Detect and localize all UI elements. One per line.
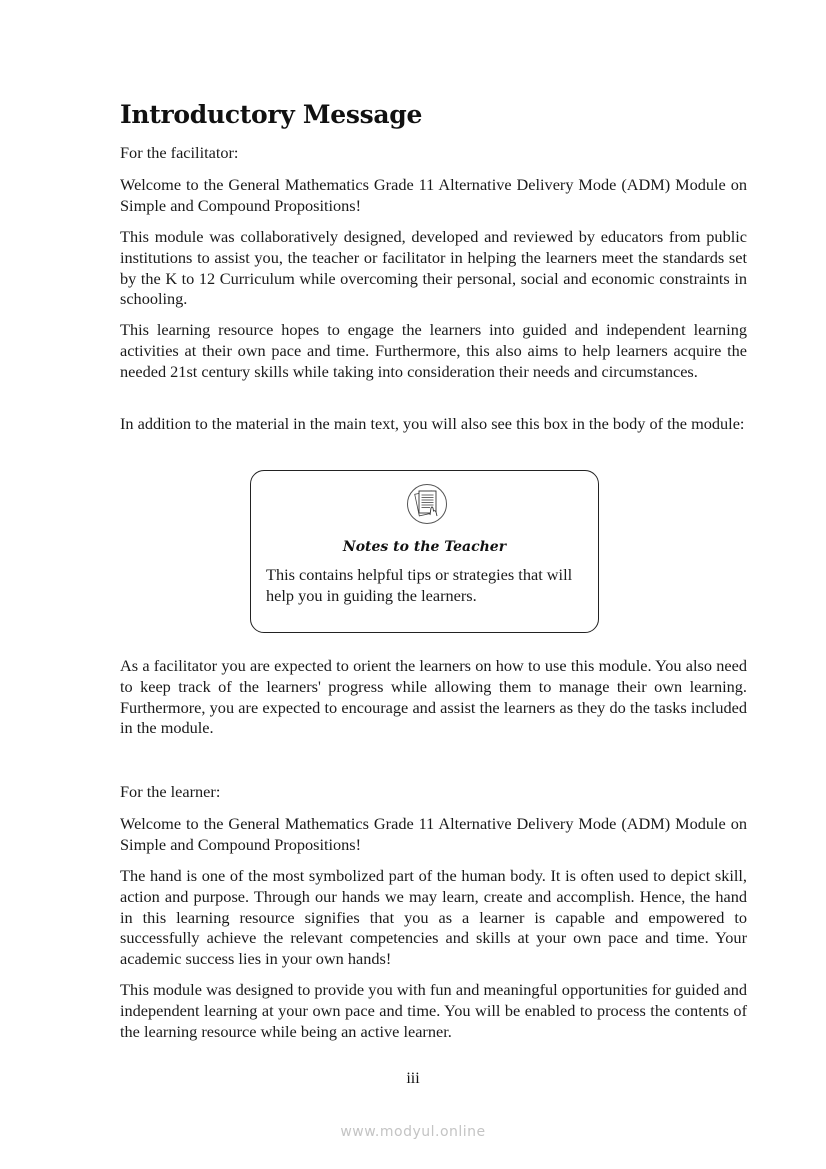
notes-box-text: This contains helpful tips or strategies that will help you in guiding the learners.: [266, 565, 573, 605]
watermark-link: www.modyul.online: [340, 1124, 486, 1140]
facilitator-paragraph-closing: As a facilitator you are expected to orient the learners on how to use this module. You also need to keep track of the learners' progress while allowing them to manage their own learning. Furthermore, you are expected to encourage and assist the learners as they do the tasks included in the module.: [120, 656, 747, 738]
page-title: Introductory Message: [120, 100, 423, 129]
facilitator-paragraph-collaboration: This module was collaboratively designed, developed and reviewed by educators from public institutions to assist you, the teacher or facilitator in helping the learners meet the standards set by the K to 12 Curriculum while overcoming their personal, social and economic constraints in schooling.: [120, 227, 747, 309]
facilitator-heading: For the facilitator:: [120, 143, 239, 162]
learner-paragraph-hand: The hand is one of the most symbolized part of the human body. It is often used to depict skill, action and purpose. Through our hands we may learn, create and accomplish. Hence, the hand in this learning resource signifies that you as a learner is capable and empowered to successfully achieve the relevant competencies and skills at your own pace and time. Your academic success lies in your own hands!: [120, 866, 747, 969]
learner-paragraph-design: This module was designed to provide you with fun and meaningful opportunities for guided and independent learning at your own pace and time. You will be enabled to process the contents of the learning resource while being an active learner.: [120, 980, 747, 1041]
facilitator-paragraph-welcome: Welcome to the General Mathematics Grade 11 Alternative Delivery Mode (ADM) Module on Simple and Compound Propositions!: [120, 175, 747, 215]
page-number: iii: [406, 1070, 420, 1087]
learner-paragraph-welcome: Welcome to the General Mathematics Grade 11 Alternative Delivery Mode (ADM) Module on Simple and Compound Propositions!: [120, 814, 747, 854]
notes-box-title: Notes to the Teacher: [342, 539, 507, 555]
facilitator-paragraph-engagement: This learning resource hopes to engage the learners into guided and independent learning activities at their own pace and time. Furthermore, this also aims to help learners acquire the needed 21st century skills while taking into consideration their needs and circumstances.: [120, 320, 747, 381]
facilitator-paragraph-box-intro: In addition to the material in the main text, you will also see this box in the body of the module:: [120, 414, 745, 433]
learner-heading: For the learner:: [120, 782, 221, 801]
notes-hand-icon: [406, 483, 448, 525]
notes-to-teacher-box: [250, 470, 599, 633]
